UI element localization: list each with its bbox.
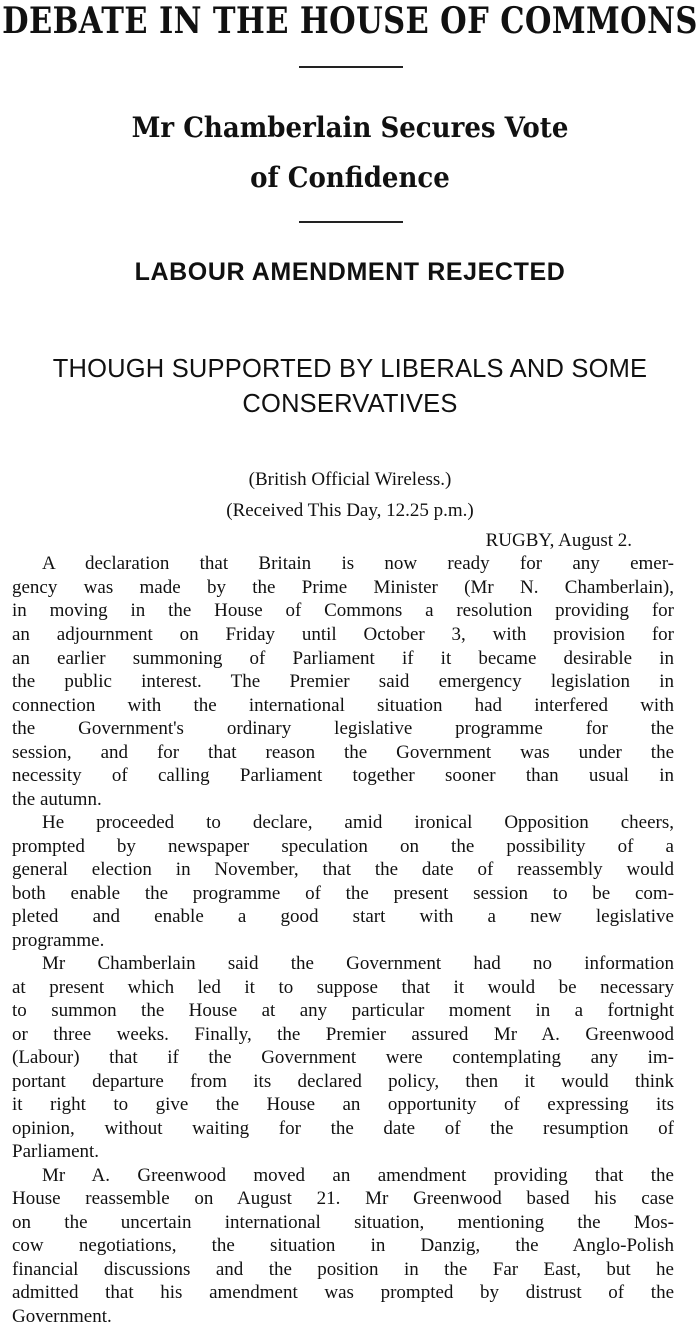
body-line: gency was made by the Prime Minister (Mr N. Chamberlain), (12, 577, 674, 598)
body-line: portant departure from its declared policy, then it would think (12, 1071, 674, 1092)
divider-rule (299, 66, 403, 68)
body-line: He proceeded to declare, amid ironical Opposition cheers, (42, 812, 674, 833)
body-line: an adjournment on Friday until October 3, with provision for (12, 624, 674, 645)
kicker-headline: LABOUR AMENDMENT REJECTED (134, 258, 566, 286)
source-credit: (British Official Wireless.) (248, 469, 452, 490)
body-line: it right to give the House an opportunity of expressing its (12, 1094, 674, 1115)
body-line: (Labour) that if the Government were contemplating any im- (12, 1047, 674, 1068)
received-time: (Received This Day, 12.25 p.m.) (226, 500, 474, 521)
body-line: or three weeks. Finally, the Premier assured Mr A. Greenwood (12, 1024, 674, 1045)
subheadline-line-1: Mr Chamberlain Secures Vote (131, 111, 569, 144)
body-line: financial discussions and the position in the Far East, but he (12, 1259, 674, 1280)
body-line: session, and for that reason the Government was under the (12, 742, 674, 763)
body-line: opinion, without waiting for the date of the resumption of (12, 1118, 674, 1139)
dateline: RUGBY, August 2. (485, 530, 632, 551)
body-line: Government. (12, 1306, 112, 1327)
body-line: to summon the House at any particular moment in a fortnight (12, 1000, 674, 1021)
body-line: Mr Chamberlain said the Government had no information (42, 953, 674, 974)
body-line: in moving in the House of Commons a resolution providing for (12, 600, 674, 621)
deck-line-1: THOUGH SUPPORTED BY LIBERALS AND SOME (52, 355, 648, 383)
divider-rule (299, 221, 403, 223)
body-line: prompted by newspaper speculation on the possibility of a (12, 836, 674, 857)
deck-headline (0, 352, 700, 422)
body-line: both enable the programme of the present session to be com- (12, 883, 674, 904)
body-line: A declaration that Britain is now ready for any emer- (42, 553, 674, 574)
body-line: necessity of calling Parliament together sooner than usual in (12, 765, 674, 786)
headline: DEBATE IN THE HOUSE OF COMMONS (2, 0, 698, 43)
body-line: cow negotiations, the situation in Danzig, the Anglo-Polish (12, 1235, 674, 1256)
body-line: the Government's ordinary legislative programme for the (12, 718, 674, 739)
body-line: general election in November, that the date of reassembly would (12, 859, 674, 880)
body-line: Mr A. Greenwood moved an amendment providing that the (42, 1165, 674, 1186)
body-line: on the uncertain international situation, mentioning the Mos- (12, 1212, 674, 1233)
subheadline-line-2: of Confidence (250, 161, 450, 194)
body-line: Parliament. (12, 1141, 100, 1162)
body-line: programme. (12, 930, 105, 951)
body-line: pleted and enable a good start with a new legislative (12, 906, 674, 927)
body-line: at present which led it to suppose that it would be necessary (12, 977, 674, 998)
body-line: admitted that his amendment was prompted by distrust of the (12, 1282, 674, 1303)
body-line: House reassemble on August 21. Mr Greenwood based his case (12, 1188, 674, 1209)
body-line: an earlier summoning of Parliament if it became desirable in (12, 648, 674, 669)
body-line: connection with the international situation had interfered with (12, 695, 674, 716)
body-line: the public interest. The Premier said emergency legislation in (12, 671, 674, 692)
body-line: the autumn. (12, 789, 102, 810)
deck-line-2: CONSERVATIVES (242, 390, 458, 418)
